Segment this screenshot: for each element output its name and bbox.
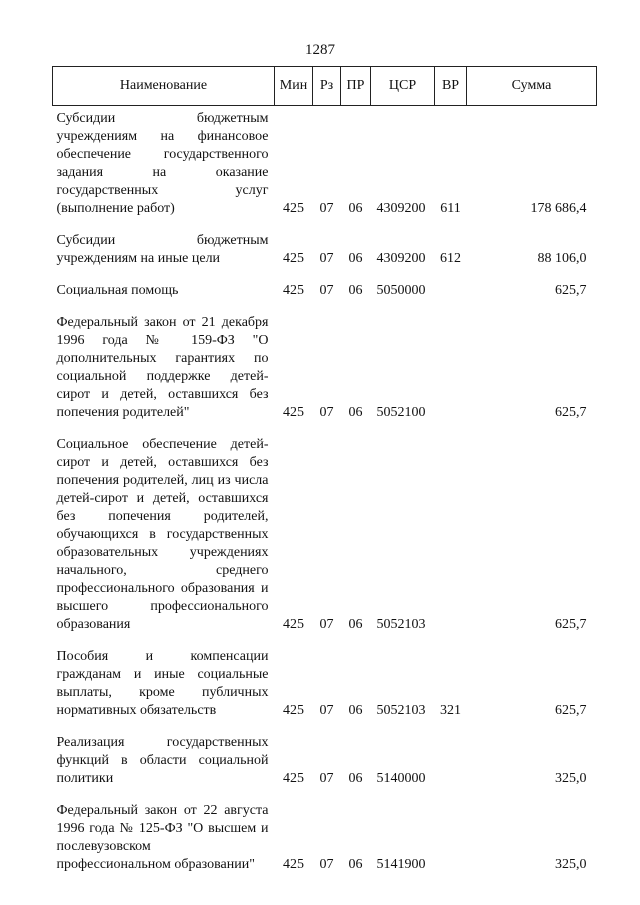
row-pr: 06	[348, 283, 363, 298]
row-pr: 06	[348, 617, 363, 632]
row-name: Реализация государственных функций в области социальной политики	[56, 735, 269, 786]
table-row	[53, 106, 597, 223]
row-pr: 06	[348, 405, 363, 420]
row-name: Субсидии бюджетным учреждениям на финансовое обеспечение государственного задания на оказание государственных услуг (выполнение работ)	[56, 111, 269, 216]
row-rz: 07	[319, 771, 334, 786]
row-vr	[435, 304, 467, 426]
row-csr: 5050000	[376, 283, 426, 298]
row-vr: 612	[440, 251, 461, 266]
row-min: 425	[283, 405, 304, 420]
row-min: 425	[283, 283, 304, 298]
row-rz: 07	[319, 251, 334, 266]
row-rz: 07	[319, 617, 334, 632]
row-min: 425	[283, 703, 304, 718]
row-csr: 4309200	[376, 251, 426, 266]
row-sum: 625,7	[555, 405, 587, 420]
row-csr: 5052103	[376, 617, 426, 632]
row-pr: 06	[348, 857, 363, 872]
table-row	[53, 638, 597, 724]
header-pr: ПР	[341, 67, 371, 106]
table-row	[53, 426, 597, 638]
row-name: Федеральный закон от 22 августа 1996 года № 125-ФЗ "О высшем и послевузовском профессиональном образовании"	[56, 803, 269, 872]
row-min: 425	[283, 771, 304, 786]
header-csr: ЦСР	[371, 67, 435, 106]
row-rz: 07	[319, 857, 334, 872]
row-min: 425	[283, 857, 304, 872]
row-sum: 88 106,0	[537, 251, 587, 266]
row-csr: 5052103	[376, 703, 426, 718]
row-csr: 4309200	[376, 201, 426, 216]
row-sum: 625,7	[555, 703, 587, 718]
row-sum: 325,0	[555, 771, 587, 786]
row-sum: 625,7	[555, 283, 587, 298]
row-name: Субсидии бюджетным учреждениям на иные цели	[56, 233, 269, 266]
table-row	[53, 724, 597, 792]
row-csr: 5141900	[376, 857, 426, 872]
row-name: Социальное обеспечение детей-сирот и детей, оставшихся без попечения родителей, лиц из числа детей-сирот и детей, оставшихся без попечения родителей, обучающихся в государственных образовательных учреждениях начального, среднего профессионального образования и высшего профессионального образования	[56, 437, 269, 632]
table-row	[53, 272, 597, 304]
table-header	[53, 67, 597, 106]
header-min: Мин	[275, 67, 313, 106]
row-vr: 611	[440, 201, 461, 216]
table-row	[53, 792, 597, 878]
header-sum: Сумма	[467, 67, 597, 106]
row-sum: 178 686,4	[530, 201, 587, 216]
header-rz: Рз	[313, 67, 341, 106]
budget-table	[52, 66, 597, 878]
header-name: Наименование	[53, 67, 275, 106]
row-vr	[435, 272, 467, 304]
row-min: 425	[283, 201, 304, 216]
row-rz: 07	[319, 405, 334, 420]
row-rz: 07	[319, 283, 334, 298]
header-vr: ВР	[435, 67, 467, 106]
row-rz: 07	[319, 703, 334, 718]
row-csr: 5140000	[376, 771, 426, 786]
row-name: Пособия и компенсации гражданам и иные социальные выплаты, кроме публичных нормативных обязательств	[56, 649, 269, 718]
row-pr: 06	[348, 251, 363, 266]
row-vr	[435, 792, 467, 878]
row-name: Социальная помощь	[56, 283, 179, 298]
row-vr: 321	[440, 703, 461, 718]
row-min: 425	[283, 251, 304, 266]
row-pr: 06	[348, 771, 363, 786]
page-number: 1287	[305, 42, 335, 58]
row-name: Федеральный закон от 21 декабря 1996 года № 159-ФЗ "О дополнительных гарантиях по социальной поддержке детей-сирот и детей, оставшихся без попечения родителей"	[56, 315, 269, 420]
row-rz: 07	[319, 201, 334, 216]
row-vr	[435, 724, 467, 792]
row-pr: 06	[348, 703, 363, 718]
row-pr: 06	[348, 201, 363, 216]
row-csr: 5052100	[376, 405, 426, 420]
row-min: 425	[283, 617, 304, 632]
table-row	[53, 304, 597, 426]
table-row	[53, 222, 597, 272]
row-sum: 325,0	[555, 857, 587, 872]
row-sum: 625,7	[555, 617, 587, 632]
row-vr	[435, 426, 467, 638]
